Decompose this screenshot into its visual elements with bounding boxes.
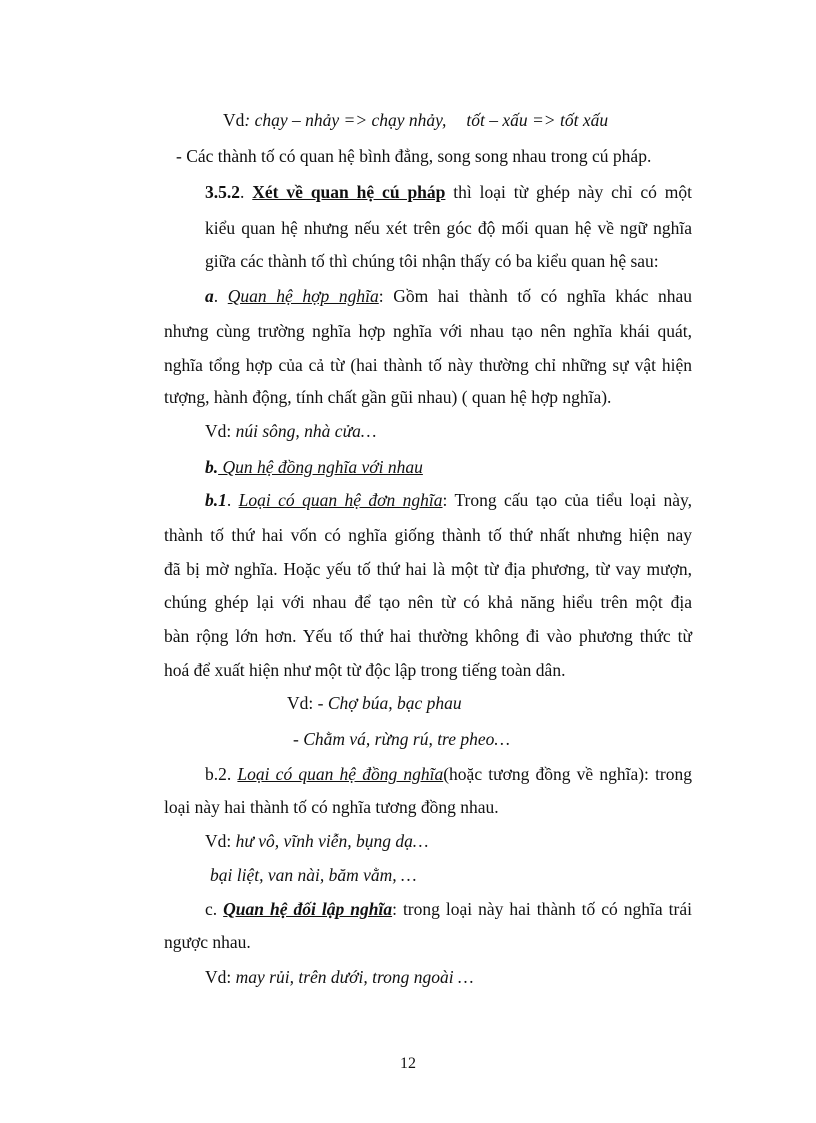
body-line-8: nghĩa tổng hợp của cả từ (hai thành tố này thường chỉ những sự vật hiện: [164, 355, 692, 375]
subsection-b1-line: [205, 488, 692, 512]
subsection-title: Loại có quan hệ đồng nghĩa: [237, 764, 444, 784]
example-line-1: [223, 108, 608, 132]
example-line-19: - Chằm vá, rừng rú, tre pheo…: [293, 729, 510, 749]
example-line-26: [205, 965, 474, 989]
subsection-letter: c.: [205, 899, 224, 919]
body-line-9: tượng, hành động, tính chất gần gũi nhau) ( quan hệ hợp nghĩa).: [164, 387, 612, 407]
example-text-2: tốt – xấu => tốt xấu: [466, 110, 609, 130]
body-line-25: ngược nhau.: [164, 932, 251, 952]
subsection-rest: : Trong cấu tạo của tiểu loại này,: [442, 490, 692, 510]
subsection-b-line: [205, 455, 423, 479]
example-text-1: : chạy – nhảy => chạy nhảy,: [244, 110, 447, 130]
section-number: 3.5.2: [205, 182, 240, 202]
subsection-title: Quan hệ hợp nghĩa: [227, 286, 379, 306]
example-label: Vd: [223, 110, 245, 130]
section-dot: .: [240, 182, 253, 202]
example-label: Vd:: [205, 421, 236, 441]
section-title: Xét về quan hệ cú pháp: [252, 182, 446, 202]
subsection-rest: : trong loại này hai thành tố có nghĩa trái: [392, 899, 692, 919]
subsection-number: b.2.: [205, 764, 238, 784]
body-line-13: thành tố thứ hai vốn có nghĩa giống thành tố thứ nhất nhưng hiện nay: [164, 525, 692, 545]
example-text: Chợ búa, bạc phau: [327, 693, 462, 713]
example-text: hư vô, vĩnh viễn, bụng dạ…: [235, 831, 429, 851]
subsection-title: Loại có quan hệ đơn nghĩa: [238, 490, 443, 510]
subsection-rest: : Gồm hai thành tố có nghĩa khác nhau: [378, 286, 693, 306]
body-line-17: hoá để xuất hiện như một từ độc lập trong tiếng toàn dân.: [164, 660, 566, 680]
subsection-letter: a: [205, 286, 214, 306]
example-text: may rủi, trên dưới, trong ngoài …: [235, 967, 474, 987]
subsection-a-line: [205, 284, 692, 308]
subsection-rest: (hoặc tương đồng về nghĩa): trong: [443, 764, 693, 784]
section-rest: thì loại từ ghép này chỉ có một: [445, 182, 693, 202]
subsection-title: Qun hệ đồng nghĩa với nhau: [218, 457, 423, 477]
body-line-15: chúng ghép lại với nhau để tạo nên từ có khả năng hiểu trên một địa: [164, 592, 692, 612]
example-text: núi sông, nhà cửa…: [235, 421, 377, 441]
example-line-23: bại liệt, van nài, băm vằm, …: [210, 865, 417, 885]
body-line-7: nhưng cùng trường nghĩa hợp nghĩa với nhau tạo nên nghĩa khái quát,: [164, 321, 692, 341]
subsection-dot: .: [213, 286, 228, 306]
example-line-22: [205, 829, 428, 853]
body-line-14: đã bị mờ nghĩa. Hoặc yếu tố thứ hai là một từ địa phương, từ vay mượn,: [164, 559, 692, 579]
body-line-2: - Các thành tố có quan hệ bình đẳng, song song nhau trong cú pháp.: [176, 146, 652, 166]
example-line-10: [205, 419, 376, 443]
example-label: Vd:: [205, 831, 236, 851]
example-label: Vd:: [205, 967, 236, 987]
subsection-letter: b.: [205, 457, 219, 477]
example-line-18: [287, 691, 462, 715]
subsection-number: b.1: [205, 490, 227, 510]
body-line-5: giữa các thành tố thì chúng tôi nhận thấy có ba kiểu quan hệ sau:: [205, 251, 659, 271]
example-label: Vd: -: [287, 693, 328, 713]
subsection-b2-line: [205, 762, 692, 786]
body-line-21: loại này hai thành tố có nghĩa tương đồng nhau.: [164, 797, 499, 817]
body-line-4: kiểu quan hệ nhưng nếu xét trên góc độ mối quan hệ về ngữ nghĩa: [205, 218, 692, 238]
subsection-title: Quan hệ đối lập nghĩa: [223, 899, 393, 919]
section-heading-line: [205, 180, 692, 204]
subsection-c-line: [205, 897, 692, 921]
subsection-dot: .: [226, 490, 239, 510]
page-number: 12: [400, 1055, 416, 1072]
body-line-16: bàn rộng lớn hơn. Yếu tố thứ hai thường không đi vào phương thức từ: [164, 626, 692, 646]
